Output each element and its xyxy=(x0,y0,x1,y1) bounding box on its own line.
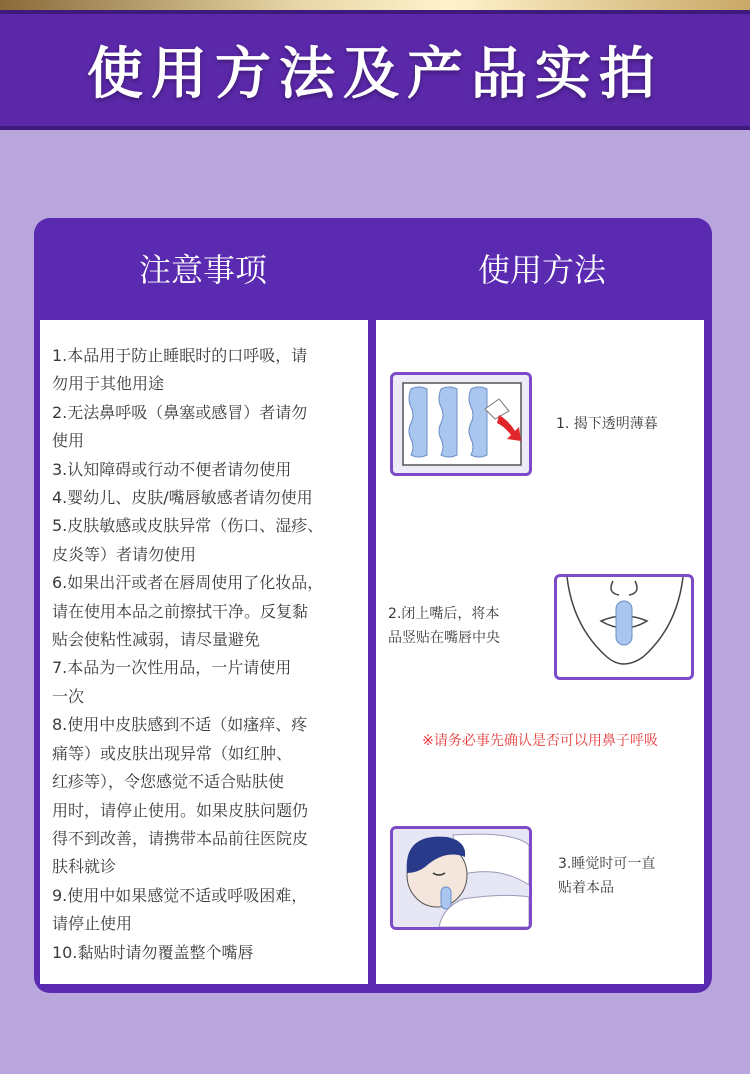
step3-line2: 贴着本品 xyxy=(558,880,614,896)
face-mouth-icon xyxy=(557,577,691,677)
warning-text: ※请务必事先确认是否可以用鼻子呼吸 xyxy=(422,733,658,749)
note-line: 用时，请停止使用。如果皮肤问题仍 xyxy=(52,800,309,820)
note-line: 5.皮肤敏感或皮肤异常（伤口、湿疹、 xyxy=(52,516,324,536)
step3-text xyxy=(558,852,655,900)
usage-panel xyxy=(376,320,704,984)
note-line: 7.本品为一次性用品，一片请使用 xyxy=(52,658,292,678)
page-title: 使用方法及产品实拍 xyxy=(87,41,663,107)
note-line: 肤科就诊 xyxy=(52,857,117,877)
note-line: 得不到改善，请携带本品前往医院皮 xyxy=(52,828,309,848)
note-line: 痛等）或皮肤出现异常（如红肿、 xyxy=(52,743,293,763)
note-line: 使用 xyxy=(52,431,85,451)
note-line: 2.无法鼻呼吸（鼻塞或感冒）者请勿 xyxy=(52,402,308,422)
note-line: 皮炎等）者请勿使用 xyxy=(52,544,197,564)
note-line: 贴会使粘性减弱，请尽量避免 xyxy=(52,630,261,650)
note-line: 1.本品用于防止睡眠时的口呼吸，请 xyxy=(52,346,308,365)
step1-line1: 1. 揭下透明薄暮 xyxy=(556,416,658,432)
notes-list xyxy=(52,342,362,967)
note-line: 红疹等），令您感觉不适合贴肤使 xyxy=(52,772,285,792)
step2-text xyxy=(388,602,500,650)
peel-film-illustration xyxy=(390,372,532,476)
step3-line1: 3.睡觉时可一直 xyxy=(558,856,656,872)
strip-sheet-icon xyxy=(393,375,529,473)
note-line: 6.如果出汗或者在唇周使用了化妆品， xyxy=(52,573,324,593)
usage-header: 使用方法 xyxy=(477,251,606,289)
note-line: 勿用于其他用途 xyxy=(52,374,165,394)
instructions-card xyxy=(34,218,712,993)
step2-line1: 2.闭上嘴后，将本 xyxy=(388,606,500,622)
notes-header: 注意事项 xyxy=(138,251,267,289)
notes-panel xyxy=(40,320,368,984)
step2-line2: 品竖贴在嘴唇中央 xyxy=(388,630,500,646)
title-banner xyxy=(0,10,750,130)
step1-text xyxy=(556,412,658,436)
top-decor-strip xyxy=(0,0,750,10)
sleeping-person-icon xyxy=(393,829,529,927)
note-line: 请在使用本品之前擦拭干净。反复黏 xyxy=(52,601,309,621)
note-line: 10.黏贴时请勿覆盖整个嘴唇 xyxy=(52,942,254,962)
note-line: 3.认知障碍或行动不便者请勿使用 xyxy=(52,459,292,479)
note-line: 4.婴幼儿、皮肤/嘴唇敏感者请勿使用 xyxy=(52,488,313,508)
note-line: 一次 xyxy=(52,686,85,706)
sleeping-illustration xyxy=(390,826,532,930)
note-line: 请停止使用 xyxy=(52,914,133,934)
note-line: 9.使用中如果感觉不适或呼吸困难， xyxy=(52,885,308,905)
note-line: 8.使用中皮肤感到不适（如瘙痒、疼 xyxy=(52,715,308,735)
mouth-tape-illustration xyxy=(554,574,694,680)
